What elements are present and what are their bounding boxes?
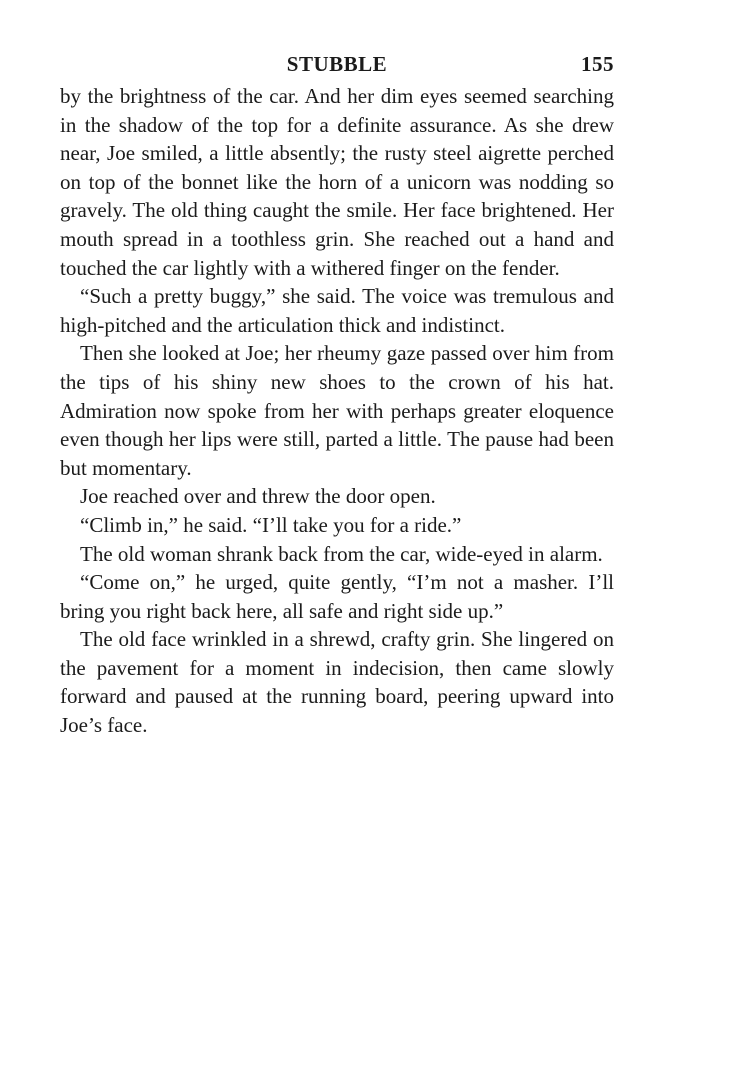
book-page (60, 50, 614, 740)
paragraph: “Such a pretty buggy,” she said. The voice was tremulous and high-pitched and the articulation thick and indistinct. (60, 284, 614, 337)
paragraph: The old woman shrank back from the car, wide-eyed in alarm. (80, 541, 603, 566)
running-title: STUBBLE (286, 52, 388, 76)
paragraph: “Come on,” he urged, quite gently, “I’m not a masher. I’ll bring you right back here, all safe and right side up.” (60, 570, 614, 623)
paragraph: “Climb in,” he said. “I’ll take you for a ride.” (80, 512, 462, 537)
body-text (60, 82, 614, 740)
paragraph: by the brightness of the car. And her dim eyes seemed searching in the shadow of the top for a definite assurance. As she drew near, Joe smiled, a little absently; the rusty steel aigrette perched on top of the bonnet like the horn of a unicorn was nodding so gravely. The old thing caught the smile. Her face brightened. Her mouth spread in a toothless grin. She reached out a hand and touched the car lightly with a withered finger on the fender. (60, 84, 614, 280)
paragraph: The old face wrinkled in a shrewd, crafty grin. She lingered on the pavement for a moment in indecision, then came slowly forward and paused at the running board, peering upward into Joe’s face. (60, 627, 614, 738)
paragraph: Joe reached over and threw the door open. (80, 484, 436, 509)
page-number: 155 (581, 52, 614, 76)
running-header (60, 50, 614, 82)
paragraph: Then she looked at Joe; her rheumy gaze passed over him from the tips of his shiny new shoes to the crown of his hat. Admiration now spoke from her with perhaps greater eloquence even though her lips were still, parted a little. The pause had been but momentary. (60, 341, 614, 480)
